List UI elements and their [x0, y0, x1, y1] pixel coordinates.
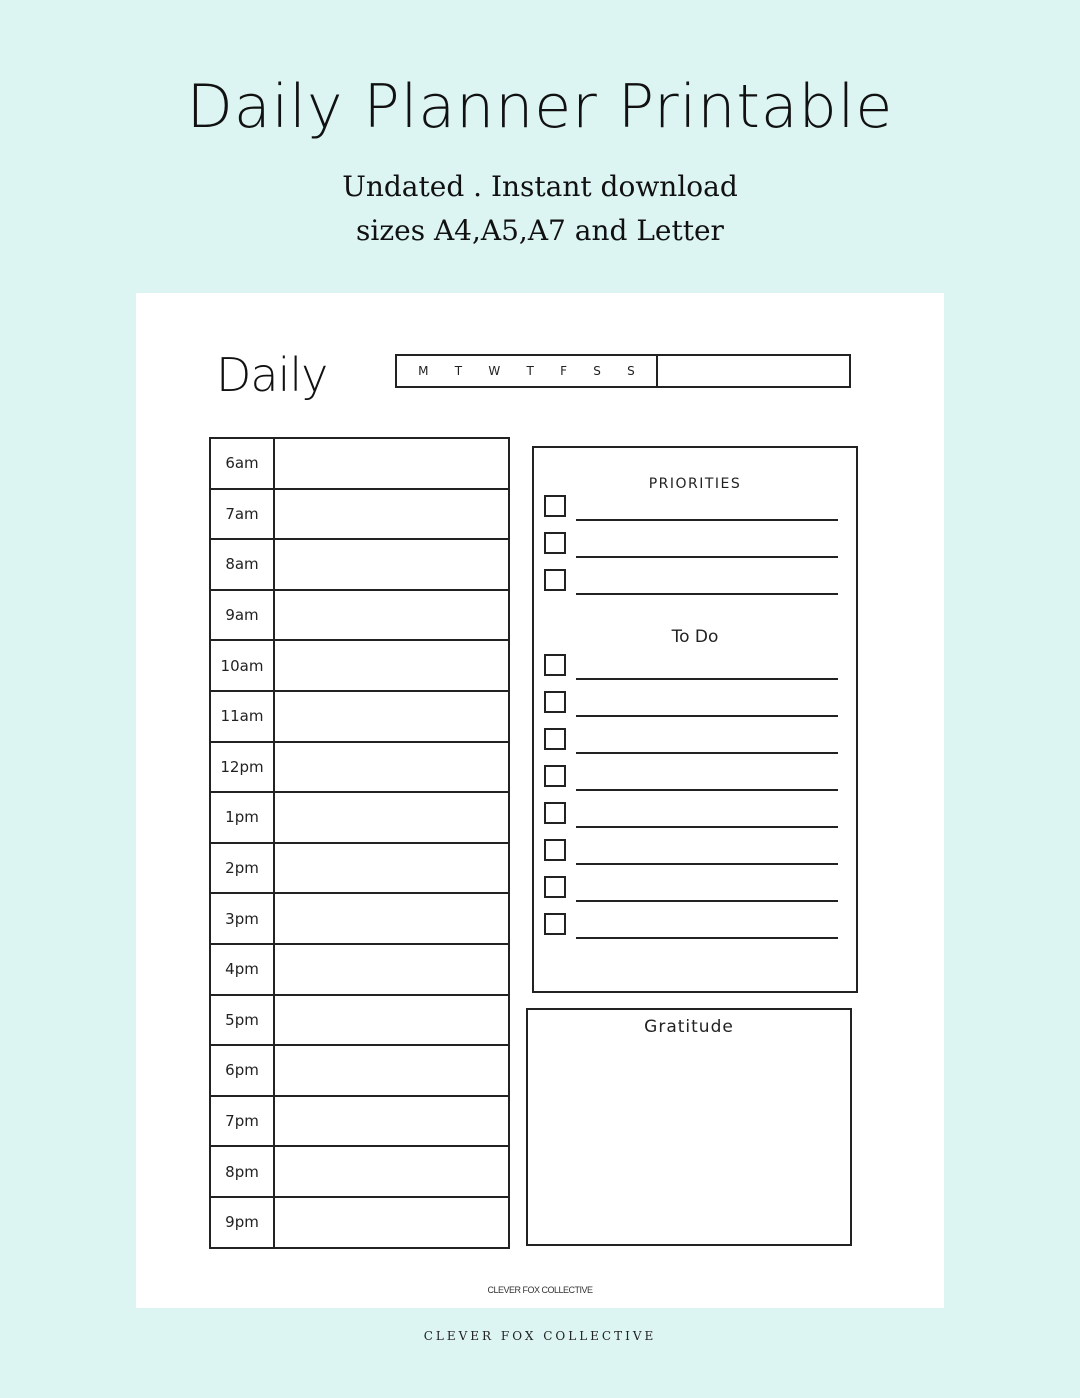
todo-checkbox[interactable] — [544, 765, 566, 787]
priority-write-line[interactable] — [576, 556, 838, 558]
schedule-row — [211, 996, 508, 1047]
schedule-time-label: 12pm — [211, 743, 275, 792]
schedule-row — [211, 1046, 508, 1097]
priority-item — [544, 495, 838, 521]
todo-write-line[interactable] — [576, 678, 838, 680]
schedule-time-label: 5pm — [211, 996, 275, 1045]
todo-item — [544, 728, 838, 754]
weekday-letter[interactable]: F — [560, 364, 568, 378]
schedule-time-label: 8am — [211, 540, 275, 589]
schedule-entry-field[interactable] — [275, 692, 508, 741]
todo-write-line[interactable] — [576, 752, 838, 754]
schedule-row — [211, 743, 508, 794]
schedule-row — [211, 439, 508, 490]
planner-title: Daily — [216, 348, 328, 402]
schedule-time-label: 7am — [211, 490, 275, 539]
weekday-letter[interactable]: W — [488, 364, 501, 378]
todo-checkbox[interactable] — [544, 691, 566, 713]
schedule-entry-field[interactable] — [275, 1198, 508, 1247]
priority-checkbox[interactable] — [544, 532, 566, 554]
weekday-letter[interactable]: T — [526, 364, 534, 378]
todo-item — [544, 876, 838, 902]
todo-checkbox[interactable] — [544, 913, 566, 935]
schedule-entry-field[interactable] — [275, 439, 508, 488]
todo-item — [544, 839, 838, 865]
schedule-entry-field[interactable] — [275, 641, 508, 690]
priority-checkbox[interactable] — [544, 495, 566, 517]
todo-item — [544, 654, 838, 680]
schedule-time-label: 1pm — [211, 793, 275, 842]
priority-checkbox[interactable] — [544, 569, 566, 591]
hero-subtitle-line2: sizes A4,A5,A7 and Letter — [356, 214, 724, 247]
todo-item — [544, 802, 838, 828]
schedule-time-label: 9pm — [211, 1198, 275, 1247]
todo-checkbox[interactable] — [544, 728, 566, 750]
schedule-time-label: 6pm — [211, 1046, 275, 1095]
priority-write-line[interactable] — [576, 593, 838, 595]
schedule-entry-field[interactable] — [275, 1097, 508, 1146]
todo-heading: To Do — [671, 627, 719, 647]
schedule-time-label: 6am — [211, 439, 275, 488]
schedule-entry-field[interactable] — [275, 844, 508, 893]
schedule-row — [211, 1198, 508, 1249]
date-field[interactable] — [658, 356, 849, 386]
schedule-entry-field[interactable] — [275, 490, 508, 539]
schedule-row — [211, 894, 508, 945]
schedule-time-label: 9am — [211, 591, 275, 640]
todo-write-line[interactable] — [576, 789, 838, 791]
schedule-row — [211, 540, 508, 591]
schedule-time-label: 2pm — [211, 844, 275, 893]
todo-write-line[interactable] — [576, 900, 838, 902]
todo-write-line[interactable] — [576, 863, 838, 865]
todo-item — [544, 765, 838, 791]
schedule-row — [211, 490, 508, 541]
priorities-todo-panel — [532, 446, 858, 993]
schedule-time-label: 11am — [211, 692, 275, 741]
schedule-entry-field[interactable] — [275, 894, 508, 943]
schedule-entry-field[interactable] — [275, 793, 508, 842]
weekday-letter[interactable]: S — [627, 364, 635, 378]
schedule-time-label: 8pm — [211, 1147, 275, 1196]
schedule-row — [211, 844, 508, 895]
planner-sheet — [136, 293, 944, 1308]
weekday-letter[interactable]: T — [454, 364, 463, 378]
brand-footer: CLEVER FOX COLLECTIVE — [423, 1329, 657, 1343]
schedule-row — [211, 692, 508, 743]
todo-checkbox[interactable] — [544, 802, 566, 824]
schedule-entry-field[interactable] — [275, 945, 508, 994]
weekday-letter[interactable]: M — [418, 364, 429, 378]
schedule-entry-field[interactable] — [275, 540, 508, 589]
schedule-entry-field[interactable] — [275, 1046, 508, 1095]
schedule-entry-field[interactable] — [275, 743, 508, 792]
todo-write-line[interactable] — [576, 826, 838, 828]
schedule-row — [211, 641, 508, 692]
schedule-time-label: 10am — [211, 641, 275, 690]
priority-item — [544, 569, 838, 595]
hero-subtitle-line1: Undated . Instant download — [342, 170, 738, 203]
schedule-entry-field[interactable] — [275, 1147, 508, 1196]
sheet-footer-brand: CLEVER FOX COLLECTIVE — [487, 1285, 593, 1295]
schedule-entry-field[interactable] — [275, 996, 508, 1045]
schedule-row — [211, 591, 508, 642]
schedule-time-label: 4pm — [211, 945, 275, 994]
priority-write-line[interactable] — [576, 519, 838, 521]
hero-title: Daily Planner Printable — [186, 72, 894, 142]
priorities-heading: PRIORITIES — [648, 476, 742, 492]
gratitude-box[interactable] — [526, 1008, 852, 1246]
weekday-selector — [395, 354, 851, 388]
hourly-schedule — [209, 437, 510, 1249]
priority-item — [544, 532, 838, 558]
schedule-row — [211, 793, 508, 844]
todo-item — [544, 913, 838, 939]
schedule-time-label: 3pm — [211, 894, 275, 943]
todo-write-line[interactable] — [576, 715, 838, 717]
weekday-letters — [397, 356, 658, 386]
schedule-entry-field[interactable] — [275, 591, 508, 640]
gratitude-heading: Gratitude — [644, 1017, 734, 1037]
schedule-time-label: 7pm — [211, 1097, 275, 1146]
todo-checkbox[interactable] — [544, 839, 566, 861]
todo-checkbox[interactable] — [544, 876, 566, 898]
weekday-letter[interactable]: S — [593, 364, 601, 378]
todo-write-line[interactable] — [576, 937, 838, 939]
schedule-row — [211, 945, 508, 996]
todo-checkbox[interactable] — [544, 654, 566, 676]
schedule-row — [211, 1097, 508, 1148]
todo-item — [544, 691, 838, 717]
schedule-row — [211, 1147, 508, 1198]
